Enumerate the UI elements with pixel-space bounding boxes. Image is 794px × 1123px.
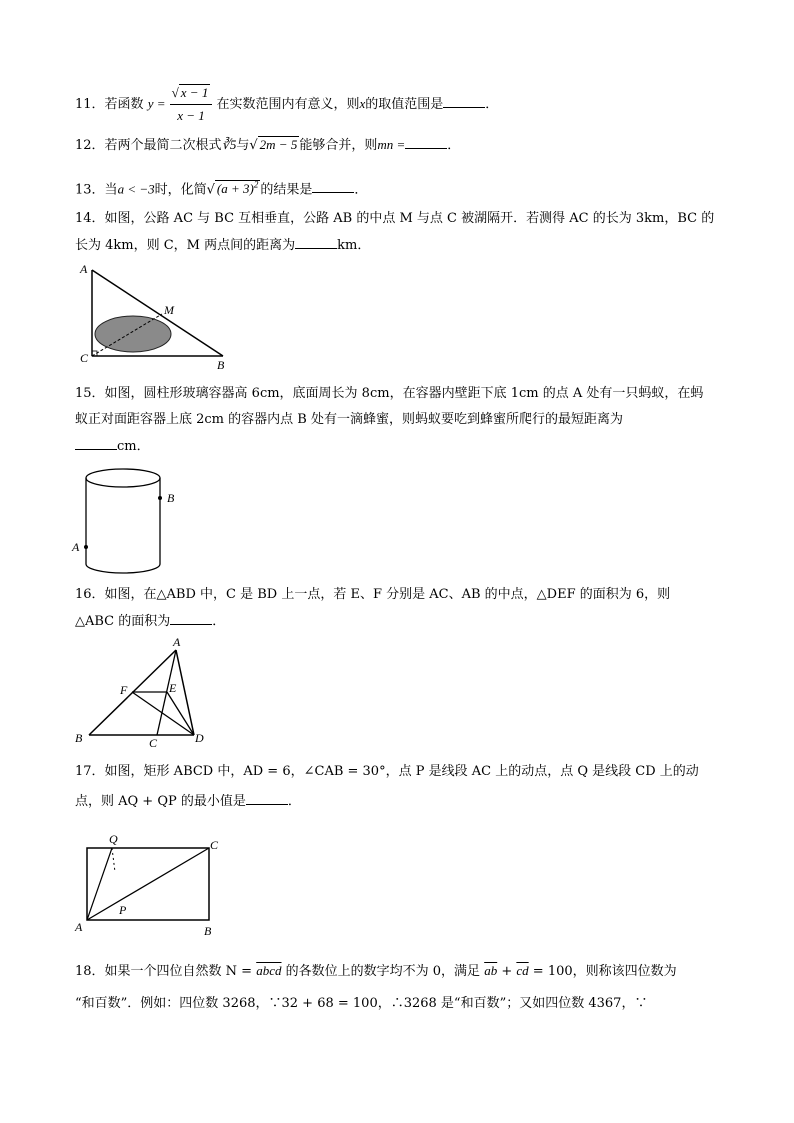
q13-radical (215, 180, 260, 196)
question-13: 13．当a < −3时，化简√ $(a + 3)^2$ 的结果是 ． (75, 180, 368, 198)
q13-text-b: 时，化简 (154, 182, 207, 198)
question-17-line-1: 17．如图，矩形 ABCD 中，AD = 6，∠CAB = 30°，点 P 是线段 AC 上的动点，点 Q 是线段 CD 上的动 (75, 764, 699, 779)
q17-line2-a: 点，则 AQ + QP 的最小值是 (75, 794, 246, 809)
answer-blank (295, 236, 337, 249)
question-18-line-1 (75, 962, 677, 980)
q16-line2-b: ． (212, 614, 226, 629)
question-15-line-3 (75, 437, 150, 455)
question-12: 12．若两个最简二次根式∛5与√ 2m − 5 能够合并，则mn = ． (75, 137, 461, 153)
q11-lhs: y = (147, 96, 166, 111)
answer-blank (443, 95, 485, 108)
q18-line1-c: = 100，则称该四位数为 (532, 964, 677, 979)
q18-cd: $\overline{cd}$ (516, 963, 529, 978)
q13-cond: a < −3 (117, 181, 155, 197)
label-B: B (75, 731, 83, 745)
label-A: A (72, 540, 80, 554)
question-number: 11． (75, 97, 105, 112)
label-E: E (169, 681, 177, 695)
figure-q17-rectangle (70, 832, 230, 940)
q13-sup: 2 (253, 180, 259, 190)
q14-line2-a: 长为 4km，则 C，M 两点间的距离为 (75, 238, 296, 253)
q15-line3: cm． (117, 439, 150, 454)
label-B: B (204, 924, 212, 938)
q18-plus: + (501, 964, 513, 979)
q11-text-a: 若函数 (104, 97, 144, 112)
figure-q16-triangle (70, 632, 220, 750)
q11-text-b: 在实数范围内有意义，则 (216, 97, 360, 112)
q18-line1-b: 的各数位上的数字均不为 0，满足 (285, 964, 481, 979)
question-number: 13． (75, 182, 105, 198)
answer-blank (246, 792, 288, 805)
q11-end: ． (485, 97, 499, 112)
q12-expr: mn = (377, 137, 406, 152)
label-B: B (167, 491, 175, 505)
question-11 (75, 82, 498, 127)
q11-frac-num: x − 1 (180, 85, 209, 100)
answer-blank (75, 437, 117, 450)
question-16-line-2 (75, 612, 225, 630)
q18-ab: $\overline{ab}$ (484, 963, 498, 978)
q18-N: abcd (256, 963, 282, 978)
q13-end: ． (354, 182, 368, 198)
question-17-line-2 (75, 792, 301, 810)
q12-end: ． (447, 138, 461, 153)
question-15-line-2: 蚁正对面距容器上底 2cm 的容器内点 B 处有一滴蜂蜜，则蚂蚁要吃到蜂蜜所爬行的最短距离为 (75, 412, 623, 427)
label-C: C (210, 838, 219, 852)
answer-blank (170, 612, 212, 625)
label-B: B (217, 358, 225, 372)
q13-text-c: 的结果是 (260, 182, 313, 198)
label-C: C (149, 736, 158, 750)
q18-line1-a: 18．如果一个四位自然数 N = (75, 964, 253, 979)
point-A (84, 545, 88, 549)
answer-blank (405, 136, 447, 149)
q11-frac-den: x − 1 (177, 108, 205, 123)
q17-line2-b: ． (287, 794, 301, 809)
q11-var: x (359, 96, 366, 111)
question-18-line-2: “和百数”．例如：四位数 3268，∵32 + 68 = 100，∴3268 是“和百数”；又如四位数 4367，∵ (75, 996, 648, 1011)
label-M: M (164, 303, 174, 317)
q12-rad1: ∛5 (221, 137, 237, 152)
question-14-line-1: 14．如图，公路 AC 与 BC 互相垂直，公路 AB 的中点 M 与点 C 被湖隔开．若测得 AC 的长为 3km，BC 的 (75, 211, 715, 226)
point-B (158, 496, 162, 500)
q12-text-c: 能够合并，则 (299, 138, 378, 153)
label-C: C (80, 351, 89, 365)
label-A: A (75, 920, 83, 934)
q11-fraction: $\frac{√ x - 1}{x - 1}$ (170, 82, 213, 127)
lake-ellipse (95, 316, 171, 352)
figure-q15-cylinder (70, 462, 200, 582)
answer-blank (312, 180, 354, 193)
q13-rad: (a + 3) (216, 181, 254, 197)
label-P: P (119, 903, 127, 917)
label-Q: Q (109, 832, 118, 846)
question-16-line-1: 16．如图，在△ABD 中，C 是 BD 上一点，若 E、F 分别是 AC、AB 的中点，△DEF 的面积为 6，则 (75, 587, 671, 602)
q14-line2-b: km． (337, 238, 371, 253)
label-A: A (173, 635, 181, 649)
question-15-line-1: 15．如图，圆柱形玻璃容器高 6cm，底面周长为 8cm，在容器内壁距下底 1cm 的点 A 处有一只蚂蚁，在蚂 (75, 386, 704, 401)
q11-text-c: 的取值范围是 (365, 97, 444, 112)
figure-q14-road-triangle (75, 262, 235, 374)
q12-text-b: 与 (236, 138, 250, 153)
label-A: A (80, 262, 88, 276)
q12-rad2: 2m − 5 (259, 137, 298, 152)
question-14-line-2 (75, 236, 370, 254)
q12-text-a: 若两个最简二次根式 (104, 138, 222, 153)
q13-text-a: 当 (104, 182, 118, 198)
q16-line2-a: △ABC 的面积为 (75, 614, 171, 629)
label-F: F (120, 683, 128, 697)
question-number: 12． (75, 138, 105, 153)
label-D: D (195, 731, 204, 745)
